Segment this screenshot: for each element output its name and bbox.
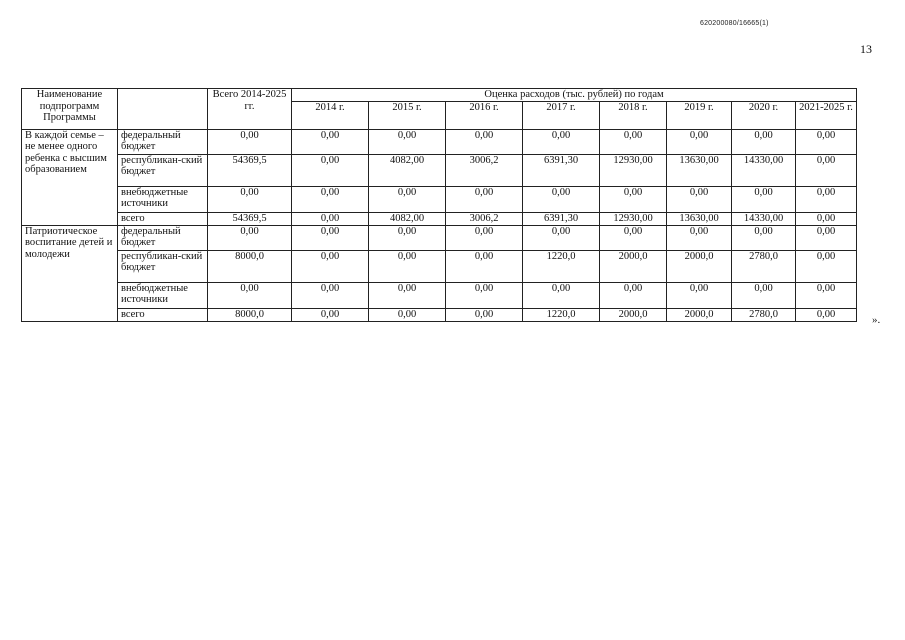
year-value: 0,00 — [292, 186, 369, 212]
header-estimate: Оценка расходов (тыс. рублей) по годам — [292, 89, 857, 102]
header-total: Всего 2014-2025 гг. — [208, 89, 292, 130]
header-year: 2020 г. — [732, 101, 796, 129]
year-value: 0,00 — [796, 212, 857, 225]
year-value: 0,00 — [369, 250, 446, 282]
year-value: 2000,0 — [600, 308, 667, 321]
year-value: 0,00 — [292, 225, 369, 250]
year-value: 0,00 — [446, 282, 523, 308]
page-number: 13 — [860, 42, 872, 56]
year-value: 2000,0 — [600, 250, 667, 282]
year-value: 0,00 — [523, 225, 600, 250]
year-value: 0,00 — [292, 154, 369, 186]
year-value: 4082,00 — [369, 212, 446, 225]
year-value: 0,00 — [667, 186, 732, 212]
table-row — [22, 129, 857, 154]
year-value: 0,00 — [796, 282, 857, 308]
year-value: 0,00 — [667, 129, 732, 154]
program-name: В каждой семье – не менее одного ребенка с высшим образованием — [22, 129, 118, 225]
year-value: 0,00 — [732, 129, 796, 154]
header-year: 2014 г. — [292, 101, 369, 129]
table-header — [22, 89, 857, 130]
header-year: 2019 г. — [667, 101, 732, 129]
expenses-table — [21, 88, 857, 322]
year-value: 0,00 — [732, 282, 796, 308]
year-value: 0,00 — [369, 129, 446, 154]
year-value: 0,00 — [523, 186, 600, 212]
year-value: 0,00 — [446, 129, 523, 154]
year-value: 6391,30 — [523, 212, 600, 225]
year-value: 0,00 — [369, 186, 446, 212]
year-value: 0,00 — [292, 129, 369, 154]
year-value: 0,00 — [732, 186, 796, 212]
year-value: 1220,0 — [523, 250, 600, 282]
year-value: 0,00 — [796, 225, 857, 250]
funding-source: республикан-ский бюджет — [118, 154, 208, 186]
table-row — [22, 186, 857, 212]
year-value: 0,00 — [667, 282, 732, 308]
table-row — [22, 308, 857, 321]
table-body — [22, 129, 857, 321]
total-value: 54369,5 — [208, 212, 292, 225]
header-year: 2015 г. — [369, 101, 446, 129]
year-value: 2780,0 — [732, 308, 796, 321]
year-value: 0,00 — [523, 282, 600, 308]
program-name: Патриотическое воспитание детей и молодежи — [22, 225, 118, 321]
year-value: 0,00 — [446, 225, 523, 250]
year-value: 14330,00 — [732, 212, 796, 225]
year-value: 0,00 — [292, 282, 369, 308]
year-value: 12930,00 — [600, 154, 667, 186]
year-value: 0,00 — [600, 129, 667, 154]
year-value: 0,00 — [446, 186, 523, 212]
total-value: 0,00 — [208, 186, 292, 212]
year-value: 2780,0 — [732, 250, 796, 282]
year-value: 0,00 — [600, 186, 667, 212]
year-value: 3006,2 — [446, 154, 523, 186]
header-year: 2018 г. — [600, 101, 667, 129]
year-value: 0,00 — [796, 154, 857, 186]
funding-source: республикан-ский бюджет — [118, 250, 208, 282]
total-value: 8000,0 — [208, 250, 292, 282]
table-row — [22, 225, 857, 250]
header-source — [118, 89, 208, 130]
year-value: 4082,00 — [369, 154, 446, 186]
header-year: 2021-2025 г. — [796, 101, 857, 129]
closing-quote: ». — [872, 314, 881, 326]
funding-source: всего — [118, 212, 208, 225]
funding-source: внебюджетные источники — [118, 282, 208, 308]
year-value: 2000,0 — [667, 250, 732, 282]
year-value: 0,00 — [446, 308, 523, 321]
year-value: 0,00 — [796, 250, 857, 282]
funding-source: внебюджетные источники — [118, 186, 208, 212]
year-value: 0,00 — [600, 282, 667, 308]
total-value: 54369,5 — [208, 154, 292, 186]
year-value: 0,00 — [732, 225, 796, 250]
funding-source: федеральный бюджет — [118, 129, 208, 154]
year-value: 0,00 — [369, 282, 446, 308]
year-value: 0,00 — [523, 129, 600, 154]
year-value: 3006,2 — [446, 212, 523, 225]
year-value: 0,00 — [796, 186, 857, 212]
year-value: 1220,0 — [523, 308, 600, 321]
year-value: 14330,00 — [732, 154, 796, 186]
header-year: 2016 г. — [446, 101, 523, 129]
table-row — [22, 212, 857, 225]
year-value: 0,00 — [796, 308, 857, 321]
funding-source: всего — [118, 308, 208, 321]
header-year: 2017 г. — [523, 101, 600, 129]
year-value: 0,00 — [667, 225, 732, 250]
table-row — [22, 282, 857, 308]
year-value: 0,00 — [796, 129, 857, 154]
year-value: 0,00 — [292, 308, 369, 321]
funding-source: федеральный бюджет — [118, 225, 208, 250]
year-value: 13630,00 — [667, 212, 732, 225]
year-value: 0,00 — [369, 308, 446, 321]
total-value: 0,00 — [208, 225, 292, 250]
year-value: 0,00 — [600, 225, 667, 250]
year-value: 0,00 — [292, 250, 369, 282]
year-value: 12930,00 — [600, 212, 667, 225]
total-value: 8000,0 — [208, 308, 292, 321]
table-row — [22, 154, 857, 186]
total-value: 0,00 — [208, 129, 292, 154]
year-value: 13630,00 — [667, 154, 732, 186]
header-name: Наименование подпрограмм Программы — [22, 89, 118, 130]
year-value: 0,00 — [292, 212, 369, 225]
year-value: 0,00 — [446, 250, 523, 282]
table-row — [22, 250, 857, 282]
year-value: 0,00 — [369, 225, 446, 250]
document-id: 620200080/16665(1) — [700, 20, 769, 27]
year-value: 6391,30 — [523, 154, 600, 186]
total-value: 0,00 — [208, 282, 292, 308]
year-value: 2000,0 — [667, 308, 732, 321]
